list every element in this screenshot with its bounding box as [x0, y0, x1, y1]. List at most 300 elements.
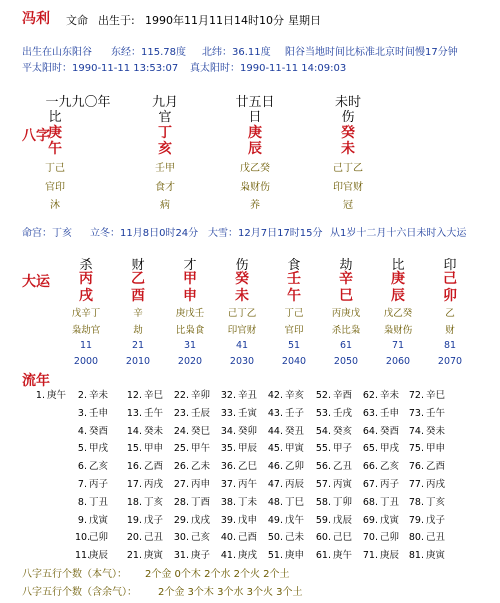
- dayun-stem: 己: [443, 271, 457, 287]
- pillar-heading-day: 廿五日: [235, 95, 275, 110]
- liunian-age: 7.: [77, 479, 87, 490]
- liunian-age: 79.: [408, 514, 424, 526]
- liunian-age: 12.: [126, 390, 142, 401]
- dayun-god: 比: [391, 258, 405, 273]
- liunian-age: 62.: [362, 390, 378, 401]
- pillar-branch-year: 午: [48, 141, 62, 157]
- liunian-ganzhi: 戊戌: [191, 514, 211, 526]
- liunian-ganzhi: 丙子: [380, 479, 400, 490]
- liunian-cell: [215, 423, 257, 437]
- liunian-ganzhi: 壬午: [426, 407, 446, 419]
- pillar-hidden-month: 壬甲: [155, 163, 175, 174]
- elements-all-label: 八字五行个数（含余气）：: [22, 587, 137, 598]
- liunian-ganzhi: 戊寅: [380, 514, 400, 526]
- liunian-ganzhi: 庚子: [191, 550, 211, 562]
- liunian-ganzhi: 辛未: [380, 390, 400, 401]
- liunian-cell: [215, 512, 257, 526]
- liunian-ganzhi: 甲戌: [380, 443, 400, 455]
- dayun-god: 印: [443, 258, 457, 273]
- liunian-ganzhi: 壬申: [380, 407, 400, 419]
- liunian-age: 31.: [173, 550, 189, 562]
- liunian-cell: [215, 494, 257, 508]
- liunian-age: 40.: [220, 532, 236, 544]
- liunian-age: 51.: [267, 550, 283, 562]
- liunian-age: 8.: [77, 496, 87, 508]
- liunian-age: 71.: [362, 550, 378, 562]
- liunian-ganzhi: 丁卯: [333, 496, 353, 508]
- liunian-age: 11.: [75, 550, 91, 562]
- pillar-stage-month: 病: [160, 200, 170, 211]
- liunian-cell: [357, 405, 399, 419]
- liunian-age: 73.: [408, 407, 424, 419]
- liunian-cell: [168, 440, 210, 454]
- liunian-age: 1.: [35, 390, 45, 401]
- liunian-cell: [357, 512, 399, 526]
- liunian-age: 46.: [267, 461, 283, 473]
- liunian-age: 52.: [315, 390, 331, 401]
- pillar-hidden-day: 戊乙癸: [240, 163, 270, 174]
- da-xue: 大雪：12月7日17时15分: [208, 228, 323, 239]
- liunian-cell: [310, 512, 352, 526]
- liunian-cell: [215, 405, 257, 419]
- liunian-ganzhi: 庚午: [47, 390, 67, 401]
- dayun-years-row: [60, 356, 476, 367]
- liunian-age: 20.: [126, 532, 142, 544]
- pillar-branch-day: 辰: [248, 141, 262, 157]
- dayun-hidden: 丁己: [284, 308, 304, 319]
- liunian-ganzhi: 己未: [285, 532, 305, 544]
- liunian-ganzhi: 丙戌: [144, 479, 164, 490]
- liunian-cell: [75, 387, 108, 401]
- liunian-cell: [168, 405, 210, 419]
- liunian-ganzhi: 丁未: [238, 496, 258, 508]
- liunian-cell: [262, 547, 304, 561]
- liunian-cell: [215, 547, 257, 561]
- dayun-hidden-gods: 官印: [284, 325, 304, 336]
- liunian-ganzhi: 甲辰: [238, 443, 258, 455]
- gender-type: 文命: [66, 14, 88, 27]
- dayun-label: 大运: [22, 274, 50, 290]
- liunian-cell: [403, 387, 445, 401]
- liunian-cell: [75, 423, 108, 437]
- liunian-ganzhi: 丁亥: [426, 496, 446, 508]
- dayun-hidden-gods: 杀比枭: [331, 325, 361, 336]
- weekday: 星期日: [288, 14, 321, 27]
- liunian-cell: [403, 440, 445, 454]
- liunian-ganzhi: 乙亥: [89, 461, 109, 473]
- liunian-age: 77.: [408, 479, 424, 490]
- liunian-cell: [310, 440, 352, 454]
- liunian-ganzhi: 甲戌: [89, 443, 109, 455]
- liunian-ganzhi: 乙巳: [238, 461, 258, 473]
- liunian-ganzhi: 辛亥: [285, 390, 305, 401]
- dayun-god: 劫: [339, 258, 353, 273]
- liunian-cell: [403, 494, 445, 508]
- liunian-age: 78.: [408, 496, 424, 508]
- liunian-ganzhi: 戊辰: [333, 514, 353, 526]
- pillar-stem-year: 庚: [48, 125, 62, 141]
- liunian-ganzhi: 丁丑: [380, 496, 400, 508]
- liunian-age: 3.: [77, 407, 87, 419]
- dayun-stem: 甲: [183, 271, 197, 287]
- dayun-branch: 酉: [131, 288, 145, 304]
- liunian-ganzhi: 己亥: [191, 532, 211, 544]
- liunian-age: 9.: [77, 514, 87, 526]
- pillar-god-day: 日: [248, 110, 262, 125]
- liunian-cell: [121, 440, 163, 454]
- ming-gong: 命宫：丁亥: [22, 228, 72, 239]
- liunian-age: 66.: [362, 461, 378, 473]
- dayun-god: 食: [287, 258, 301, 273]
- dayun-branch: 卯: [443, 288, 457, 304]
- liunian-cell: [121, 512, 163, 526]
- liunian-age: 34.: [220, 425, 236, 437]
- liunian-age: 29.: [173, 514, 189, 526]
- liunian-cell: [168, 512, 210, 526]
- liunian-ganzhi: 甲申: [426, 443, 446, 455]
- liunian-age: 33.: [220, 407, 236, 419]
- liunian-ganzhi: 甲子: [333, 443, 353, 455]
- dayun-branch: 戌: [79, 288, 93, 304]
- true-solar-time: 真太阳时：1990-11-11 14:09:03: [190, 63, 347, 74]
- liunian-cell: [27, 387, 66, 401]
- liunian-age: 75.: [408, 443, 424, 455]
- dayun-stem: 壬: [287, 271, 301, 287]
- liunian-ganzhi: 壬子: [285, 407, 305, 419]
- dayun-hidden: 庚戊壬: [175, 308, 205, 319]
- liunian-ganzhi: 辛酉: [333, 390, 353, 401]
- liunian-age: 58.: [315, 496, 331, 508]
- dayun-year: 2060: [385, 356, 411, 367]
- liunian-ganzhi: 癸未: [426, 425, 446, 437]
- liunian-ganzhi: 壬午: [144, 407, 164, 419]
- liunian-age: 23.: [173, 407, 189, 419]
- liunian-cell: [262, 476, 304, 490]
- liunian-cell: [121, 423, 163, 437]
- liunian-cell: [215, 529, 257, 543]
- liunian-age: 28.: [173, 496, 189, 508]
- dayun-hidden-gods: 财: [445, 325, 455, 336]
- liunian-age: 45.: [267, 443, 283, 455]
- liunian-age: 39.: [220, 514, 236, 526]
- liunian-cell: [215, 476, 257, 490]
- pillar-god-year: 比: [48, 110, 62, 125]
- pillar-hidden-gods-day: 枭财伤: [240, 182, 270, 193]
- liunian-cell: [168, 387, 210, 401]
- dayun-hidden-row: [60, 305, 476, 319]
- liunian-cell: [357, 547, 399, 561]
- liunian-age: 13.: [126, 407, 142, 419]
- liunian-age: 61.: [315, 550, 331, 562]
- dayun-hidden-gods: 枭劫官: [71, 325, 101, 336]
- liunian-age: 37.: [220, 479, 236, 490]
- dayun-god: 财: [131, 258, 145, 273]
- pillar-heading-hour: 未时: [334, 95, 361, 110]
- liunian-cell: [357, 387, 399, 401]
- liunian-age: 55.: [315, 443, 331, 455]
- liunian-ganzhi: 丙辰: [285, 479, 305, 490]
- liunian-ganzhi: 丁酉: [191, 496, 211, 508]
- liunian-age: 5.: [77, 443, 87, 455]
- liunian-ganzhi: 丁亥: [144, 496, 164, 508]
- liunian-age: 2.: [77, 390, 87, 401]
- dayun-year: 2020: [177, 356, 203, 367]
- liunian-ganzhi: 戊午: [285, 514, 305, 526]
- dayun-age: 81: [443, 340, 457, 351]
- liunian-ganzhi: 己巳: [333, 532, 353, 544]
- liunian-ganzhi: 庚寅: [426, 550, 446, 562]
- liunian-cell: [168, 494, 210, 508]
- liunian-cell: [121, 547, 163, 561]
- liunian-age: 63.: [362, 407, 378, 419]
- liunian-age: 44.: [267, 425, 283, 437]
- liunian-cell: [357, 476, 399, 490]
- elements-all: 2个金 3个木 3个水 3个火 3个土: [158, 587, 303, 598]
- liunian-ganzhi: 己酉: [238, 532, 258, 544]
- liunian-age: 4.: [77, 425, 87, 437]
- dayun-age: 61: [339, 340, 353, 351]
- liunian-ganzhi: 庚申: [285, 550, 305, 562]
- pillar-heading-year: 一九九〇年: [45, 95, 111, 110]
- liunian-age: 65.: [362, 443, 378, 455]
- liunian-ganzhi: 庚戌: [238, 550, 258, 562]
- liunian-age: 18.: [126, 496, 142, 508]
- liunian-ganzhi: 壬申: [89, 407, 109, 419]
- pillar-hidden-year: 丁己: [45, 163, 65, 174]
- liunian-age: 42.: [267, 390, 283, 401]
- dayun-stem: 癸: [235, 271, 249, 287]
- liunian-cell: [310, 458, 352, 472]
- bazi-label: 八字: [22, 128, 50, 144]
- time-offset-note: 阳谷当地时间比标准北京时间慢17分钟: [285, 47, 458, 58]
- liunian-age: 68.: [362, 496, 378, 508]
- liunian-age: 15.: [126, 443, 142, 455]
- liunian-cell: [121, 529, 163, 543]
- liunian-cell: [215, 440, 257, 454]
- liunian-cell: [403, 547, 445, 561]
- liunian-cell: [121, 405, 163, 419]
- liunian-cell: [262, 423, 304, 437]
- liunian-age: 35.: [220, 443, 236, 455]
- liunian-cell: [403, 529, 445, 543]
- liunian-ganzhi: 庚辰: [380, 550, 400, 562]
- liunian-age: 74.: [408, 425, 424, 437]
- liunian-age: 50.: [267, 532, 283, 544]
- liunian-cell: [75, 458, 108, 472]
- liunian-ganzhi: 壬戌: [333, 407, 353, 419]
- liunian-ganzhi: 乙亥: [380, 461, 400, 473]
- liunian-cell: [310, 547, 352, 561]
- liunian-ganzhi: 壬寅: [238, 407, 258, 419]
- liunian-age: 60.: [315, 532, 331, 544]
- li-dong: 立冬：11月8日0时24分: [90, 228, 199, 239]
- liunian-age: 64.: [362, 425, 378, 437]
- liunian-age: 41.: [220, 550, 236, 562]
- longitude: 东经：115.78度: [111, 47, 186, 58]
- liunian-cell: [168, 547, 210, 561]
- liunian-cell: [262, 405, 304, 419]
- latitude: 北纬：36.11度: [202, 47, 271, 58]
- birth-datetime: 1990年11月11日14时10分: [145, 14, 284, 27]
- liunian-ganzhi: 甲申: [144, 443, 164, 455]
- liunian-cell: [168, 458, 210, 472]
- liunian-label: 流年: [22, 373, 50, 389]
- liunian-ganzhi: 辛卯: [191, 390, 211, 401]
- liunian-ganzhi: 丙午: [238, 479, 258, 490]
- liunian-age: 17.: [126, 479, 142, 490]
- pillar-heading-month: 九月: [151, 95, 178, 110]
- liunian-ganzhi: 庚寅: [144, 550, 164, 562]
- dayun-age: 11: [79, 340, 93, 351]
- liunian-cell: [403, 405, 445, 419]
- liunian-cell: [403, 423, 445, 437]
- liunian-age: 72.: [408, 390, 424, 401]
- liunian-age: 24.: [173, 425, 189, 437]
- dayun-year: 2030: [229, 356, 255, 367]
- liunian-cell: [262, 529, 304, 543]
- liunian-ganzhi: 戊申: [238, 514, 258, 526]
- liunian-ganzhi: 癸巳: [191, 425, 211, 437]
- elements-benqi: 2个金 0个木 2个水 2个火 2个土: [145, 569, 290, 580]
- pillar-hidden-gods-year: 官印: [45, 182, 65, 193]
- dayun-stem: 庚: [391, 271, 405, 287]
- birth-label: 出生于:: [98, 14, 135, 27]
- mean-solar-time: 平太阳时：1990-11-11 13:53:07: [22, 63, 179, 74]
- liunian-cell: [310, 387, 352, 401]
- liunian-age: 80.: [408, 532, 424, 544]
- liunian-cell: [75, 494, 108, 508]
- pillar-hidden-gods-hour: 印官财: [333, 182, 363, 193]
- pillar-stage-year: 沐: [50, 200, 60, 211]
- liunian-ganzhi: 庚辰: [89, 550, 109, 562]
- liunian-cell: [75, 476, 108, 490]
- liunian-ganzhi: 癸未: [144, 425, 164, 437]
- liunian-ganzhi: 壬辰: [191, 407, 211, 419]
- liunian-ganzhi: 丁巳: [285, 496, 305, 508]
- liunian-cell: [357, 440, 399, 454]
- liunian-cell: [310, 405, 352, 419]
- liunian-ganzhi: 癸丑: [285, 425, 305, 437]
- liunian-age: 47.: [267, 479, 283, 490]
- liunian-ganzhi: 戊子: [426, 514, 446, 526]
- dayun-god: 伤: [235, 258, 249, 273]
- liunian-cell: [403, 512, 445, 526]
- liunian-age: 14.: [126, 425, 142, 437]
- dayun-branches-row: [60, 285, 476, 305]
- liunian-ganzhi: 丙申: [191, 479, 211, 490]
- liunian-age: 30.: [173, 532, 189, 544]
- liunian-age: 69.: [362, 514, 378, 526]
- dayun-year: 2000: [73, 356, 99, 367]
- liunian-cell: [121, 494, 163, 508]
- liunian-ganzhi: 乙丑: [333, 461, 353, 473]
- liunian-ganzhi: 甲寅: [285, 443, 305, 455]
- liunian-ganzhi: 甲午: [191, 443, 211, 455]
- liunian-ganzhi: 辛丑: [238, 390, 258, 401]
- liunian-cell: [262, 458, 304, 472]
- liunian-cell: [310, 476, 352, 490]
- liunian-ganzhi: 丁丑: [89, 496, 109, 508]
- liunian-ganzhi: 乙未: [191, 461, 211, 473]
- liunian-cell: [357, 423, 399, 437]
- liunian-age: 76.: [408, 461, 424, 473]
- liunian-cell: [310, 494, 352, 508]
- dayun-stem: 乙: [131, 271, 145, 287]
- dayun-hidden: 己丁乙: [227, 308, 257, 319]
- liunian-ganzhi: 己卯: [89, 532, 109, 544]
- liunian-age: 48.: [267, 496, 283, 508]
- liunian-cell: [121, 458, 163, 472]
- pillar-branch-month: 亥: [158, 141, 172, 157]
- liunian-age: 67.: [362, 479, 378, 490]
- dayun-age: 41: [235, 340, 249, 351]
- liunian-ganzhi: 癸卯: [238, 425, 258, 437]
- liunian-ganzhi: 庚午: [333, 550, 353, 562]
- liunian-age: 70.: [362, 532, 378, 544]
- liunian-age: 59.: [315, 514, 331, 526]
- dayun-age: 71: [391, 340, 405, 351]
- liunian-age: 22.: [173, 390, 189, 401]
- liunian-age: 38.: [220, 496, 236, 508]
- liunian-age: 53.: [315, 407, 331, 419]
- liunian-cell: [262, 494, 304, 508]
- liunian-ganzhi: 丙寅: [333, 479, 353, 490]
- liunian-cell: [168, 529, 210, 543]
- liunian-cell: [75, 547, 108, 561]
- dayun-stem: 丙: [79, 271, 93, 287]
- pillar-stem-hour: 癸: [341, 125, 355, 141]
- liunian-age: 36.: [220, 461, 236, 473]
- dayun-hidden-gods: 印官财: [227, 325, 257, 336]
- dayun-branch: 巳: [339, 288, 353, 304]
- liunian-age: 56.: [315, 461, 331, 473]
- liunian-cell: [262, 387, 304, 401]
- dayun-hidden-gods: 枭财伤: [383, 325, 413, 336]
- liunian-cell: [121, 387, 163, 401]
- liunian-cell: [75, 440, 108, 454]
- pillar-hidden-gods-month: 食才: [155, 182, 175, 193]
- dayun-hidden-gods: 劫: [133, 325, 143, 336]
- liunian-age: 49.: [267, 514, 283, 526]
- liunian-ganzhi: 癸酉: [89, 425, 109, 437]
- liunian-age: 27.: [173, 479, 189, 490]
- liunian-ganzhi: 乙酉: [426, 461, 446, 473]
- pillar-stage-day: 养: [250, 200, 260, 211]
- dayun-year: 2070: [437, 356, 463, 367]
- liunian-cell: [168, 476, 210, 490]
- dayun-age: 21: [131, 340, 145, 351]
- pillar-stage-hour: 冠: [343, 200, 353, 211]
- dayun-hidden: 戊乙癸: [383, 308, 413, 319]
- elements-benqi-label: 八字五行个数（本气）：: [22, 569, 127, 580]
- dayun-hidden: 辛: [133, 308, 143, 319]
- dayun-hidden: 丙庚戊: [331, 308, 361, 319]
- dayun-hidden-gods-row: [60, 322, 476, 336]
- liunian-age: 6.: [77, 461, 87, 473]
- liunian-ganzhi: 戊寅: [89, 514, 109, 526]
- dayun-branch: 辰: [391, 288, 405, 304]
- liunian-ganzhi: 己丑: [426, 532, 446, 544]
- liunian-ganzhi: 丙子: [89, 479, 109, 490]
- liunian-cell: [75, 529, 108, 543]
- liunian-cell: [121, 476, 163, 490]
- dayun-god: 杀: [79, 258, 93, 273]
- liunian-age: 25.: [173, 443, 189, 455]
- liunian-cell: [75, 405, 108, 419]
- dayun-age: 51: [287, 340, 301, 351]
- person-name: 冯利: [22, 11, 50, 27]
- liunian-cell: [357, 529, 399, 543]
